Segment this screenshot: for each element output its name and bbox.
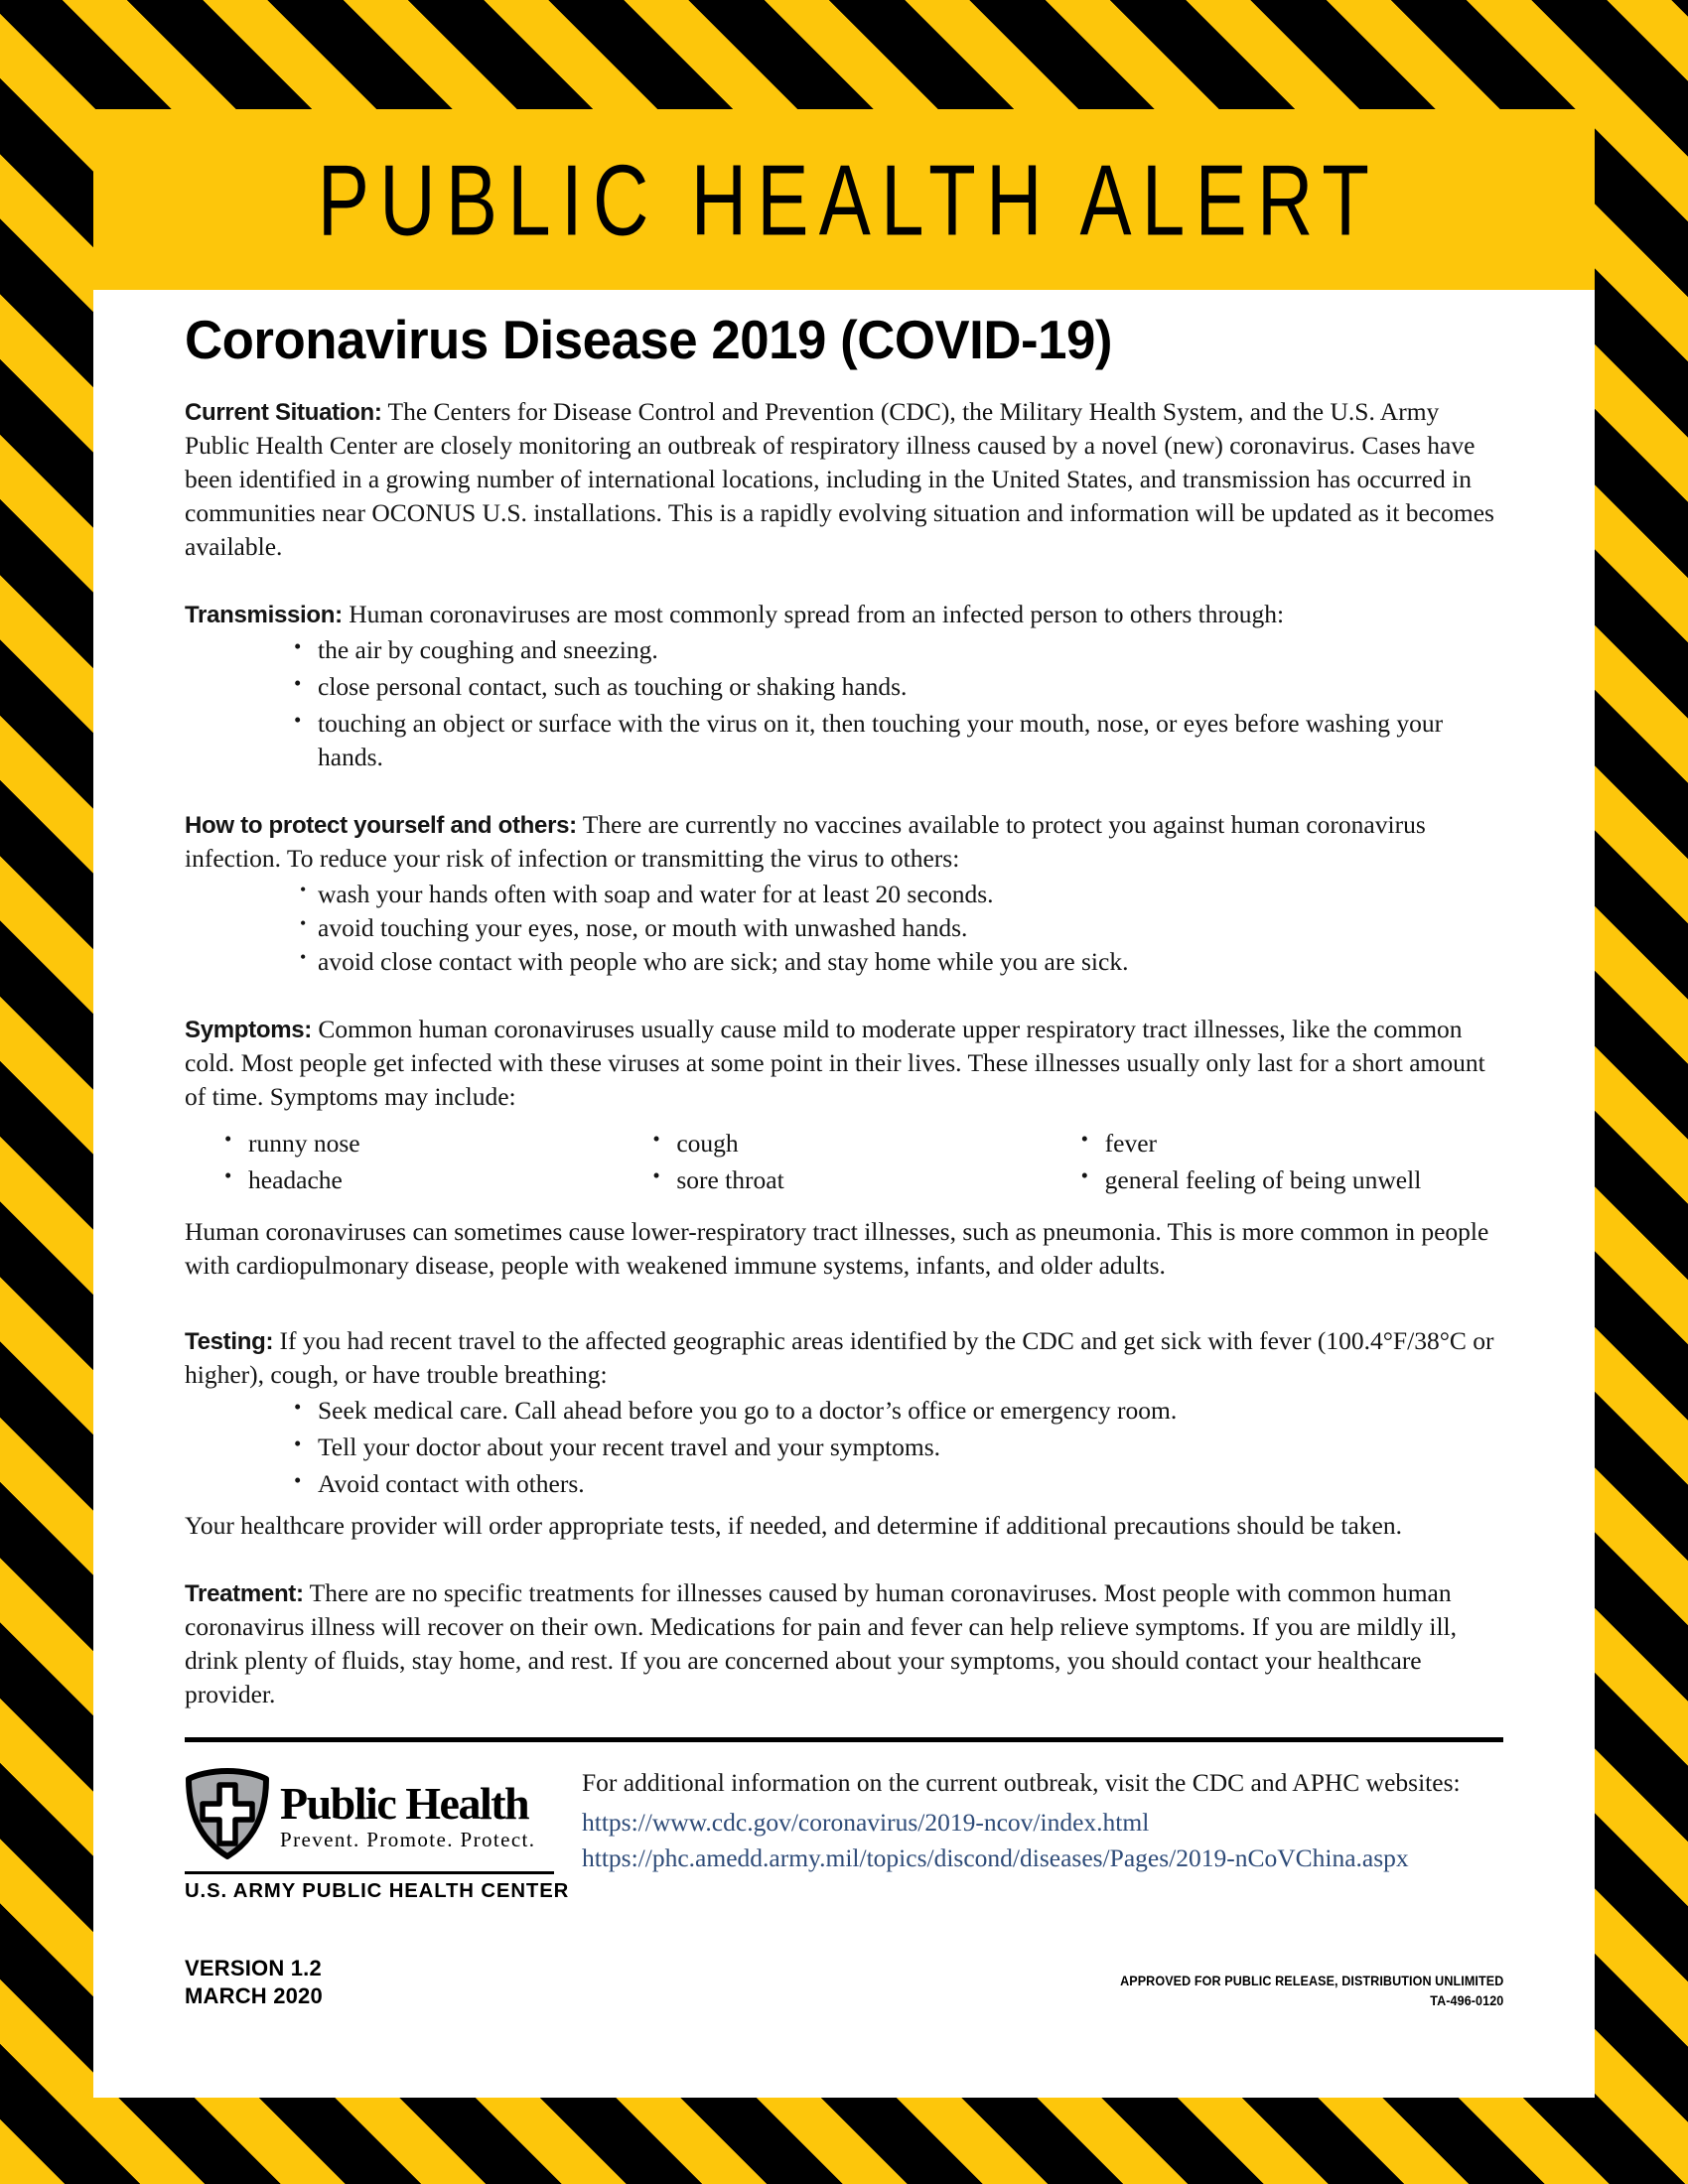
links-intro-text: For additional information on the current outbreak, visit the CDC and APHC websites:	[582, 1767, 1461, 1797]
section-symptoms	[185, 1013, 1503, 1282]
logo-organization: U.S. ARMY PUBLIC HEALTH CENTER	[185, 1878, 570, 1902]
footer-divider	[185, 1737, 1503, 1742]
symptoms-heading: Symptoms:	[185, 1017, 312, 1044]
list-item: • runny nose	[218, 1128, 646, 1160]
section-treatment	[185, 1576, 1503, 1711]
document-sheet	[93, 290, 1595, 2098]
list-item: • sore throat	[646, 1164, 1074, 1197]
alert-banner-title: PUBLIC HEALTH ALERT	[317, 143, 1380, 256]
list-item: • Avoid contact with others.	[292, 1467, 1503, 1501]
spacer	[185, 999, 1503, 1013]
testing-followup: Your healthcare provider will order appropriate tests, if needed, and determine if additional precautions should be taken.	[185, 1510, 1402, 1540]
logo-tagline: Prevent. Promote. Protect.	[280, 1828, 536, 1852]
protect-heading: How to protect yourself and others:	[185, 812, 577, 840]
symptoms-followup: Human coronaviruses can sometimes cause lower-respiratory tract illnesses, such as pneumonia. This is more common in people with cardiopulmonary disease, people with weakened immune systems, infants, and older adults.	[185, 1216, 1489, 1280]
list-item: • avoid close contact with people who are sick; and stay home while you are sick.	[300, 945, 1503, 979]
public-health-alert-banner	[93, 109, 1595, 290]
spacer	[185, 1563, 1503, 1576]
spacer	[185, 584, 1503, 598]
list-item: • close personal contact, such as touching or shaking hands.	[292, 670, 1503, 704]
logo-divider	[185, 1871, 554, 1874]
treatment-paragraph	[185, 1576, 1503, 1711]
testing-bullet-list	[185, 1394, 1503, 1501]
testing-heading: Testing:	[185, 1327, 274, 1355]
section-current-situation	[185, 395, 1503, 564]
testing-paragraph	[185, 1324, 1503, 1392]
logo-name: Public Health	[280, 1778, 529, 1830]
symptoms-paragraph	[185, 1013, 1503, 1114]
list-item: • avoid touching your eyes, nose, or mouth with unwashed hands.	[300, 911, 1503, 945]
logo-wordmark	[280, 1778, 536, 1852]
list-item: • Seek medical care. Call ahead before you go to a doctor’s office or emergency room.	[292, 1394, 1503, 1428]
protect-paragraph	[185, 808, 1503, 876]
list-item: • Tell your doctor about your recent travel and your symptoms.	[292, 1431, 1503, 1464]
treatment-body: There are no specific treatments for illnesses caused by human coronaviruses. Most people with common human coronavirus illness will recover on their own. Medications for pain and fever can help relieve symptoms. If you are mildly ill, drink plenty of fluids, stay home, and rest. If you are concerned about your symptoms, you should contact your healthcare provider.	[185, 1577, 1458, 1708]
spacer	[185, 1302, 1503, 1324]
section-protect-yourself	[185, 808, 1503, 979]
approval-statement: APPROVED FOR PUBLIC RELEASE, DISTRIBUTION UNLIMITED	[1119, 1974, 1503, 1989]
version-date: MARCH 2020	[185, 1983, 323, 2009]
symptoms-body: Common human coronaviruses usually cause mild to moderate upper respiratory tract illnesses, like the common cold. Most people get infected with these viruses at some point in their lives. These illnesses usually only last for a short amount of time. Symptoms may include:	[185, 1015, 1485, 1112]
version-number: VERSION 1.2	[185, 1955, 322, 1980]
section-transmission	[185, 598, 1503, 774]
protect-body: There are currently no vaccines available to protect you against human coronavirus infection. To reduce your risk of infection or transmitting the virus to others:	[185, 810, 1426, 874]
transmission-paragraph	[185, 598, 1503, 631]
spacer	[185, 794, 1503, 808]
logo-row	[185, 1768, 554, 1864]
section-testing	[185, 1324, 1503, 1543]
cdc-coronavirus-link[interactable]: https://www.cdc.gov/coronavirus/2019-ncov/index.html	[582, 1808, 1150, 1838]
tracking-number: TA-496-0120	[1429, 1992, 1503, 2008]
list-item: • wash your hands often with soap and water for at least 20 seconds.	[300, 878, 1503, 911]
list-item: • headache	[218, 1164, 646, 1197]
transmission-bullet-list	[185, 633, 1503, 774]
footer-metadata	[185, 1955, 1503, 2010]
aphc-logo	[185, 1764, 570, 1903]
symptoms-grid	[185, 1128, 1503, 1196]
shield-cross-icon	[185, 1768, 270, 1864]
list-item: • fever	[1075, 1128, 1503, 1160]
version-info	[185, 1955, 323, 2010]
list-item: • general feeling of being unwell	[1075, 1164, 1503, 1197]
aphc-coronavirus-link[interactable]: https://phc.amedd.army.mil/topics/discond/diseases/Pages/2019-nCoVChina.aspx	[582, 1843, 1409, 1873]
list-item: • the air by coughing and sneezing.	[292, 633, 1503, 667]
current-situation-body: The Centers for Disease Control and Prevention (CDC), the Military Health System, and the U.S. Army Public Health Center are closely monitoring an outbreak of respiratory illness caused by a novel (new) coronavirus. Cases have been identified in a growing number of international locations, including in the United States, and transmission has occurred in communities near OCONUS U.S. installations. This is a rapidly evolving situation and information will be updated as it becomes available.	[185, 396, 1494, 561]
testing-body: If you had recent travel to the affected geographic areas identified by the CDC and get sick with fever (100.4°F/38°C or higher), cough, or have trouble breathing:	[185, 1325, 1494, 1389]
treatment-heading: Treatment:	[185, 1579, 304, 1607]
list-item: • cough	[646, 1128, 1074, 1160]
current-situation-paragraph	[185, 395, 1503, 564]
footer	[185, 1764, 1503, 1903]
list-item: • touching an object or surface with the virus on it, then touching your mouth, nose, or eyes before washing your hands.	[292, 707, 1503, 774]
approval-info	[1120, 1972, 1503, 2010]
transmission-heading: Transmission:	[185, 601, 343, 628]
current-situation-heading: Current Situation:	[185, 398, 382, 426]
page-title: Coronavirus Disease 2019 (COVID-19)	[185, 309, 1112, 370]
protect-bullet-list	[185, 878, 1503, 979]
reference-links	[554, 1764, 1503, 1877]
transmission-body: Human coronaviruses are most commonly spread from an infected person to others through:	[349, 599, 1285, 628]
